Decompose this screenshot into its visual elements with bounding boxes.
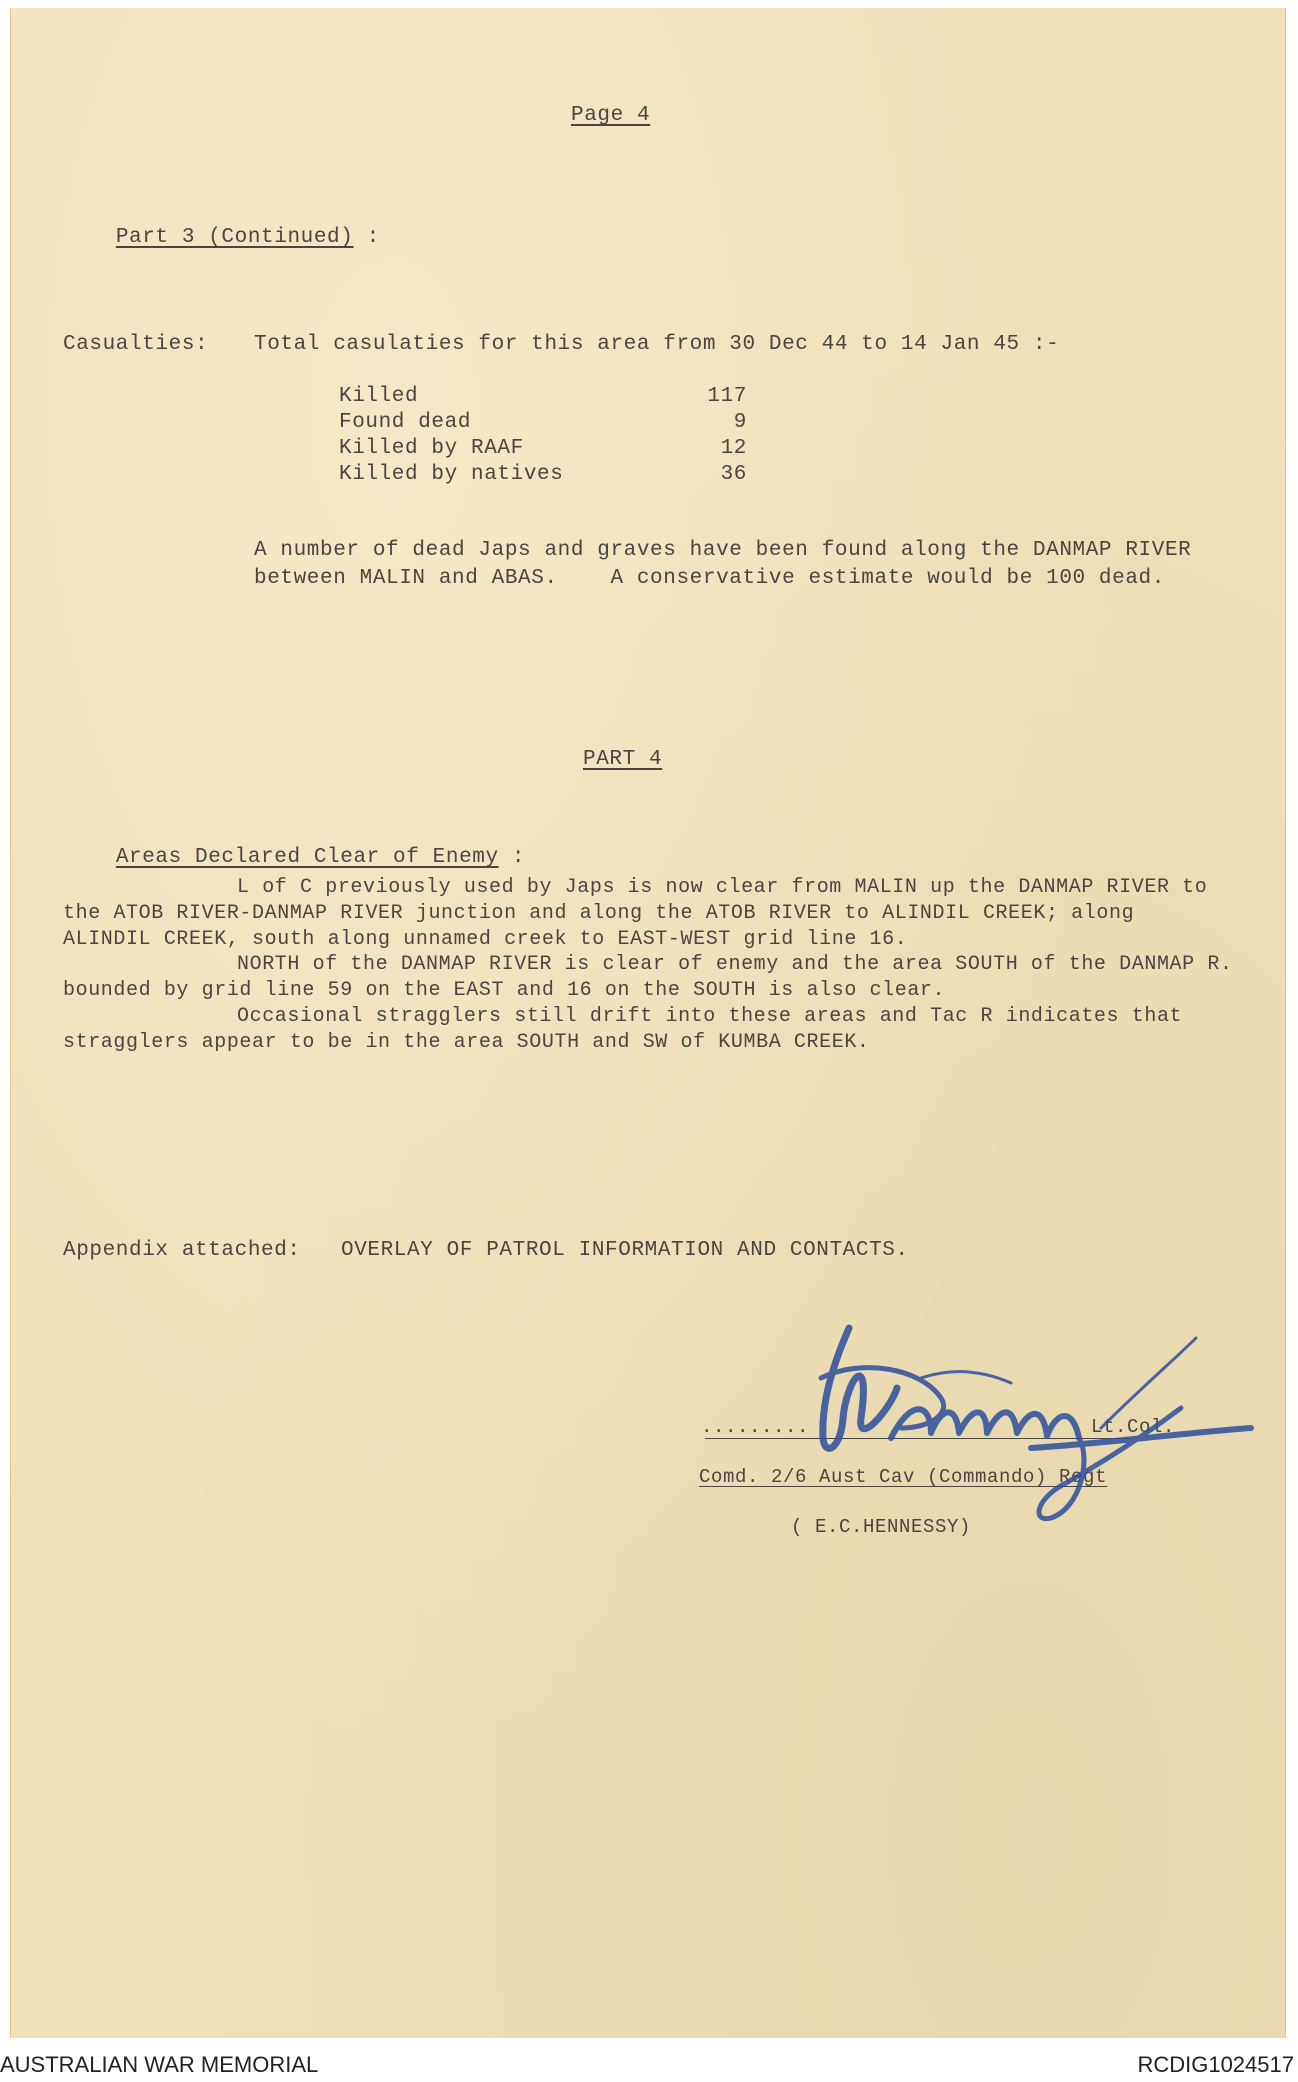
casualties-note-line: between MALIN and ABAS. A conservative estimate would be 100 dead. bbox=[254, 567, 1165, 590]
signature-unit: Comd. 2/6 Aust Cav (Commando) Regt bbox=[699, 1466, 1108, 1488]
document-page bbox=[10, 8, 1286, 2038]
appendix-label: Appendix attached: bbox=[63, 1239, 301, 1262]
areas-heading-colon: : bbox=[511, 846, 526, 869]
part3-heading-text: Part 3 (Continued) bbox=[115, 226, 354, 249]
footer-institution: AUSTRALIAN WAR MEMORIAL bbox=[0, 2052, 319, 2077]
casualties-note-line: A number of dead Japs and graves have been found along the DANMAP RIVER bbox=[254, 539, 1192, 562]
areas-line: ALINDIL CREEK, south along unnamed creek to EAST-WEST grid line 16. bbox=[63, 928, 908, 951]
page-heading: Page 4 bbox=[571, 104, 651, 127]
areas-line: Occasional stragglers still drift into these areas and Tac R indicates that bbox=[237, 1005, 1183, 1028]
areas-line: L of C previously used by Japs is now clear from MALIN up the DANMAP RIVER to bbox=[237, 876, 1208, 899]
areas-line: stragglers appear to be in the area SOUTH and SW of KUMBA CREEK. bbox=[63, 1031, 870, 1054]
casualty-row-label: Killed by RAAF bbox=[339, 437, 524, 460]
footer-record-id: RCDIG1024517 bbox=[1137, 2052, 1294, 2077]
casualties-label: Casualties: bbox=[63, 333, 209, 356]
areas-line: NORTH of the DANMAP RIVER is clear of enemy and the area SOUTH of the DANMAP R. bbox=[237, 953, 1233, 976]
part4-heading: PART 4 bbox=[583, 748, 663, 771]
handwritten-signature bbox=[781, 1298, 1261, 1558]
casualty-row-value: 36 bbox=[720, 463, 747, 486]
signature-dots: ......... bbox=[701, 1416, 810, 1438]
casualties-intro: Total casulaties for this area from 30 Dec 44 to 14 Jan 45 :- bbox=[254, 333, 1060, 356]
casualty-row-label: Found dead bbox=[339, 411, 472, 434]
part3-heading-colon: : bbox=[366, 226, 380, 249]
casualty-row-value: 12 bbox=[720, 437, 747, 460]
casualty-row-value: 9 bbox=[733, 411, 747, 434]
casualty-row-value: 117 bbox=[707, 385, 747, 408]
signature-rank: Lt.Col. bbox=[1091, 1416, 1176, 1438]
areas-line: the ATOB RIVER-DANMAP RIVER junction and along the ATOB RIVER to ALINDIL CREEK; along bbox=[63, 902, 1135, 925]
casualty-row-label: Killed by natives bbox=[339, 463, 564, 486]
signature-name: ( E.C.HENNESSY) bbox=[791, 1516, 972, 1538]
areas-heading-text: Areas Declared Clear of Enemy bbox=[115, 846, 499, 869]
part3-heading bbox=[63, 206, 380, 269]
archive-footer bbox=[0, 2048, 1298, 2082]
appendix-value: OVERLAY OF PATROL INFORMATION AND CONTACTS. bbox=[341, 1239, 909, 1262]
casualty-row-label: Killed bbox=[339, 385, 419, 408]
areas-line: bounded by grid line 59 on the EAST and 16 on the SOUTH is also clear. bbox=[63, 979, 946, 1002]
